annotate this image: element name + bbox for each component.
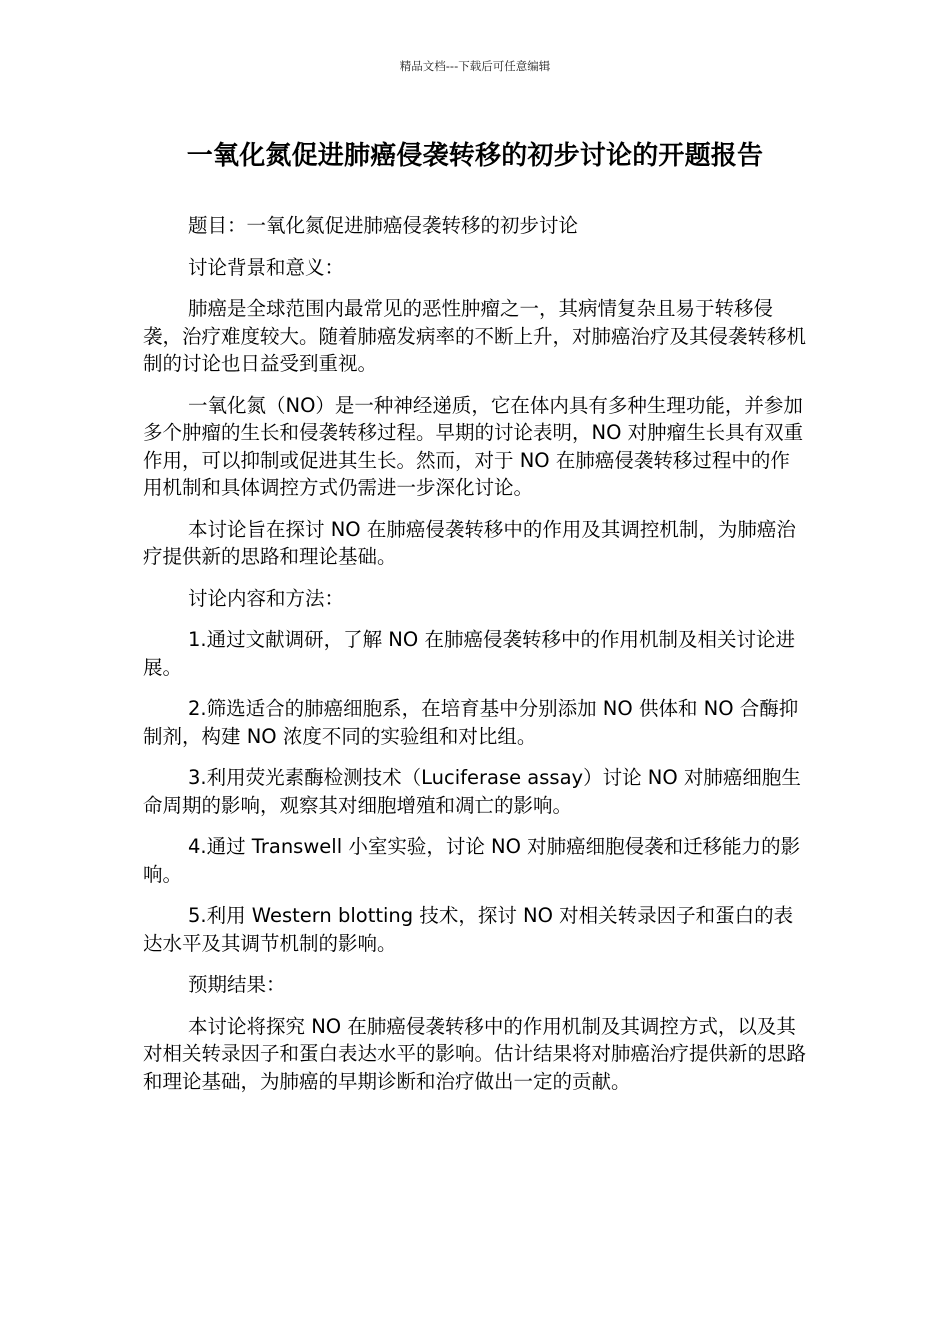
heading-background: 讨论背景和意义： bbox=[188, 255, 345, 279]
method-item-5: 5.利用 Western blotting 技术，探讨 NO 对相关转录因子和蛋白的表达水平及其调节机制的影响。 bbox=[143, 904, 794, 955]
heading-methods: 讨论内容和方法： bbox=[188, 586, 345, 610]
header-note: 精品文档---下载后可任意编辑 bbox=[399, 59, 551, 73]
method-item-2: 2.筛选适合的肺癌细胞系，在培育基中分别添加 NO 供体和 NO 合酶抑制剂，构建 NO 浓度不同的实验组和对比组。 bbox=[143, 697, 799, 748]
document-title: 一氧化氮促进肺癌侵袭转移的初步讨论的开题报告 bbox=[186, 141, 764, 171]
heading-expected-results: 预期结果： bbox=[188, 973, 286, 996]
method-item-4: 4.通过 Transwell 小室实验，讨论 NO 对肺癌细胞侵袭和迁移能力的影响。 bbox=[143, 835, 801, 886]
method-item-1: 1.通过文献调研，了解 NO 在肺癌侵袭转移中的作用机制及相关讨论进展。 bbox=[143, 628, 795, 679]
paragraph-background-2: 一氧化氮（NO）是一种神经递质，它在体内具有多种生理功能，并参加多个肿瘤的生长和侵袭转移过程。早期的讨论表明，NO 对肿瘤生长具有双重作用，可以抑制或促进其生长。然而，对于 NO 在肺癌侵袭转移过程中的作用机制和具体调控方式仍需进一步深化讨论。 bbox=[143, 393, 804, 499]
method-item-3: 3.利用荧光素酶检测技术（Luciferase assay）讨论 NO 对肺癌细胞生命周期的影响，观察其对细胞增殖和凋亡的影响。 bbox=[143, 766, 801, 817]
paragraph-background-1: 肺癌是全球范围内最常见的恶性肿瘤之一，其病情复杂且易于转移侵袭，治疗难度较大。随着肺癌发病率的不断上升，对肺癌治疗及其侵袭转移机制的讨论也日益受到重视。 bbox=[143, 297, 807, 375]
paragraph-background-3: 本讨论旨在探讨 NO 在肺癌侵袭转移中的作用及其调控机制，为肺癌治疗提供新的思路和理论基础。 bbox=[143, 517, 796, 568]
document-body bbox=[143, 212, 809, 1109]
paragraph-expected-results: 本讨论将探究 NO 在肺癌侵袭转移中的作用机制及其调控方式，以及其对相关转录因子和蛋白表达水平的影响。估计结果将对肺癌治疗提供新的思路和理论基础，为肺癌的早期诊断和治疗做出一定的贡献。 bbox=[143, 1014, 807, 1093]
paragraph-topic: 题目：一氧化氮促进肺癌侵袭转移的初步讨论 bbox=[188, 214, 579, 237]
